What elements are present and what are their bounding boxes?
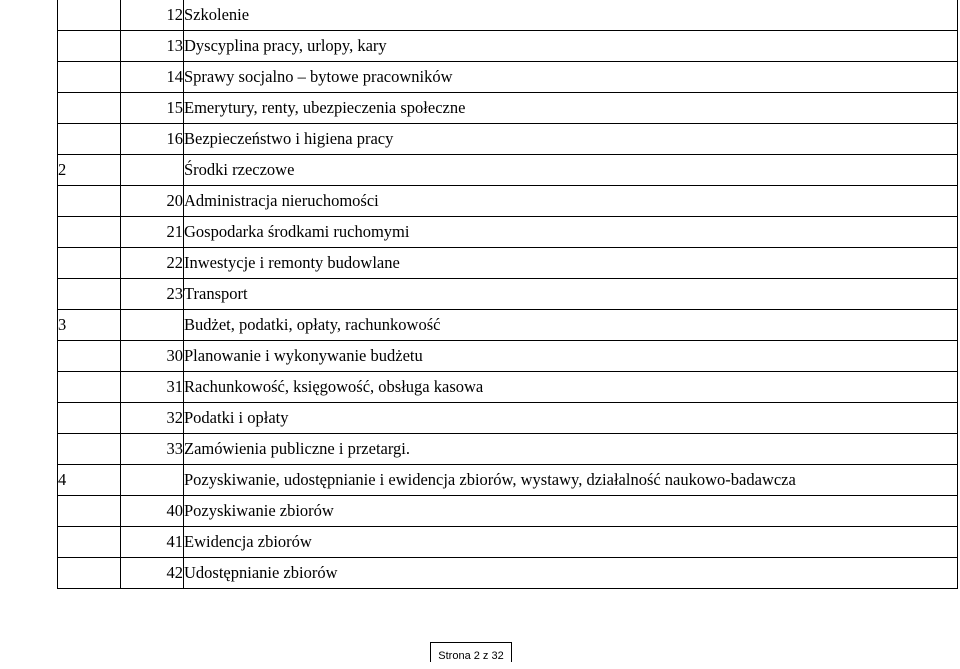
table-row	[58, 341, 958, 372]
group-number-cell: 3	[58, 310, 121, 341]
page-number-footer	[430, 642, 512, 662]
group-number-cell	[58, 372, 121, 403]
table-row	[58, 465, 958, 496]
category-title-cell: Bezpieczeństwo i higiena pracy	[184, 124, 958, 155]
group-number-cell	[58, 527, 121, 558]
category-title-cell: Szkolenie	[184, 0, 958, 31]
category-title-cell: Podatki i opłaty	[184, 403, 958, 434]
group-number-cell	[58, 0, 121, 31]
category-title-cell: Emerytury, renty, ubezpieczenia społeczne	[184, 93, 958, 124]
records-table-body	[58, 0, 958, 589]
group-number-cell	[58, 341, 121, 372]
group-number-cell	[58, 124, 121, 155]
group-number-cell	[58, 217, 121, 248]
table-row	[58, 186, 958, 217]
table-row	[58, 62, 958, 93]
category-code-cell: 31	[121, 372, 184, 403]
category-title-cell: Transport	[184, 279, 958, 310]
category-code-cell: 41	[121, 527, 184, 558]
category-code-cell: 32	[121, 403, 184, 434]
category-title-cell: Pozyskiwanie, udostępnianie i ewidencja zbiorów, wystawy, działalność naukowo-badawcza	[184, 465, 958, 496]
category-title-cell: Dyscyplina pracy, urlopy, kary	[184, 31, 958, 62]
table-row	[58, 372, 958, 403]
category-code-cell: 23	[121, 279, 184, 310]
group-number-cell	[58, 93, 121, 124]
group-number-cell	[58, 403, 121, 434]
page-number-label: Strona 2 z 32	[438, 650, 504, 662]
records-table	[57, 0, 958, 589]
category-title-cell: Sprawy socjalno – bytowe pracowników	[184, 62, 958, 93]
category-code-cell: 13	[121, 31, 184, 62]
category-code-cell	[121, 465, 184, 496]
category-title-cell: Administracja nieruchomości	[184, 186, 958, 217]
table-row	[58, 124, 958, 155]
category-code-cell: 40	[121, 496, 184, 527]
category-title-cell: Pozyskiwanie zbiorów	[184, 496, 958, 527]
category-code-cell: 33	[121, 434, 184, 465]
category-code-cell	[121, 155, 184, 186]
category-code-cell: 42	[121, 558, 184, 589]
table-row	[58, 248, 958, 279]
category-title-cell: Budżet, podatki, opłaty, rachunkowość	[184, 310, 958, 341]
group-number-cell	[58, 279, 121, 310]
category-code-cell: 20	[121, 186, 184, 217]
category-code-cell: 14	[121, 62, 184, 93]
table-row	[58, 155, 958, 186]
table-row	[58, 496, 958, 527]
table-row	[58, 93, 958, 124]
group-number-cell: 4	[58, 465, 121, 496]
table-row	[58, 279, 958, 310]
group-number-cell	[58, 248, 121, 279]
table-row	[58, 403, 958, 434]
group-number-cell	[58, 31, 121, 62]
category-title-cell: Inwestycje i remonty budowlane	[184, 248, 958, 279]
group-number-cell	[58, 186, 121, 217]
group-number-cell	[58, 496, 121, 527]
category-code-cell: 15	[121, 93, 184, 124]
group-number-cell: 2	[58, 155, 121, 186]
category-code-cell: 21	[121, 217, 184, 248]
category-code-cell: 16	[121, 124, 184, 155]
category-title-cell: Planowanie i wykonywanie budżetu	[184, 341, 958, 372]
category-title-cell: Rachunkowość, księgowość, obsługa kasowa	[184, 372, 958, 403]
table-row	[58, 310, 958, 341]
category-code-cell: 22	[121, 248, 184, 279]
table-row	[58, 31, 958, 62]
table-row	[58, 434, 958, 465]
category-title-cell: Środki rzeczowe	[184, 155, 958, 186]
table-row	[58, 0, 958, 31]
table-row	[58, 558, 958, 589]
category-title-cell: Gospodarka środkami ruchomymi	[184, 217, 958, 248]
category-title-cell: Zamówienia publiczne i przetargi.	[184, 434, 958, 465]
category-title-cell: Udostępnianie zbiorów	[184, 558, 958, 589]
table-row	[58, 217, 958, 248]
category-code-cell: 12	[121, 0, 184, 31]
group-number-cell	[58, 558, 121, 589]
category-code-cell	[121, 310, 184, 341]
table-row	[58, 527, 958, 558]
category-code-cell: 30	[121, 341, 184, 372]
group-number-cell	[58, 434, 121, 465]
category-title-cell: Ewidencja zbiorów	[184, 527, 958, 558]
group-number-cell	[58, 62, 121, 93]
